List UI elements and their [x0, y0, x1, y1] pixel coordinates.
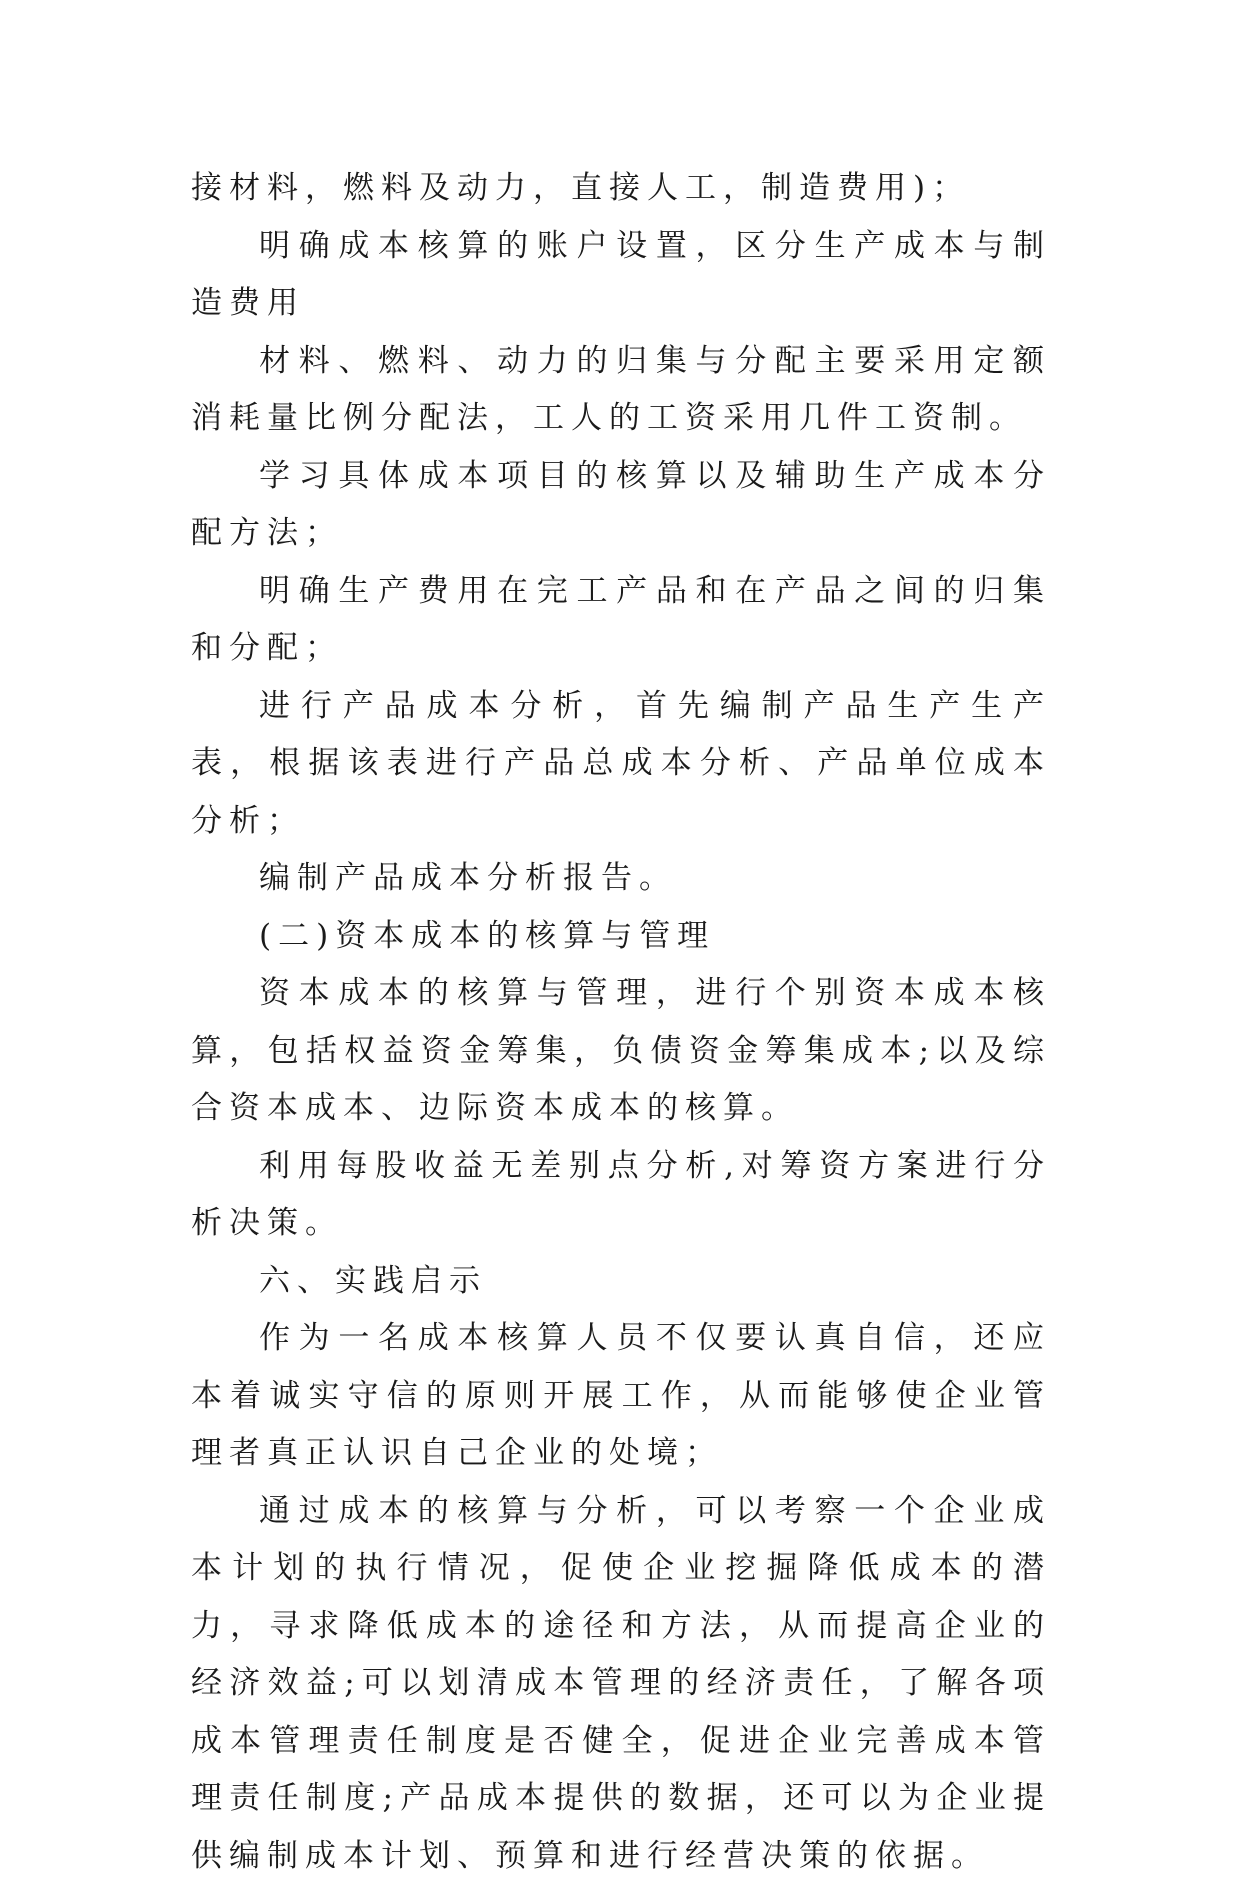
paragraph-eps-analysis: 利用每股收益无差别点分析,对筹资方案进行分析决策。: [191, 1138, 1051, 1253]
paragraph-cost-distribution: 明确生产费用在完工产品和在产品之间的归集和分配；: [191, 563, 1051, 678]
paragraph-allocation-method: 材料、燃料、动力的归集与分配主要采用定额消耗量比例分配法，工人的工资采用几件工资制。: [191, 333, 1051, 448]
paragraph-capital-cost: 资本成本的核算与管理，进行个别资本成本核算，包括权益资金筹集，负债资金筹集成本;以及综合资本成本、边际资本成本的核算。: [191, 965, 1051, 1138]
paragraph-cost-item-accounting: 学习具体成本项目的核算以及辅助生产成本分配方法；: [191, 448, 1051, 563]
paragraph-accountant-integrity: 作为一名成本核算人员不仅要认真自信，还应本着诚实守信的原则开展工作，从而能够使企业管理者真正认识自己企业的处境；: [191, 1310, 1051, 1483]
paragraph-cost-analysis: 进行产品成本分析，首先编制产品生产生产表，根据该表进行产品总成本分析、产品单位成本分析；: [191, 678, 1051, 851]
document-page: [191, 160, 1051, 1885]
paragraph-cost-benefits: 通过成本的核算与分析，可以考察一个企业成本计划的执行情况，促使企业挖掘降低成本的潜力，寻求降低成本的途径和方法，从而提高企业的经济效益;可以划清成本管理的经济责任，了解各项成本管理责任制度是否健全，促进企业完善成本管理责任制度;产品成本提供的数据，还可以为企业提供编制成本计划、预算和进行经营决策的依据。: [191, 1483, 1051, 1885]
section-heading-capital-cost: (二)资本成本的核算与管理: [191, 908, 1051, 966]
paragraph-materials-continuation: 接材料，燃料及动力，直接人工，制造费用)；: [191, 160, 1051, 218]
section-heading-practice-insights: 六、实践启示: [191, 1253, 1051, 1311]
paragraph-account-setup: 明确成本核算的账户设置，区分生产成本与制造费用: [191, 218, 1051, 333]
paragraph-analysis-report: 编制产品成本分析报告。: [191, 850, 1051, 908]
